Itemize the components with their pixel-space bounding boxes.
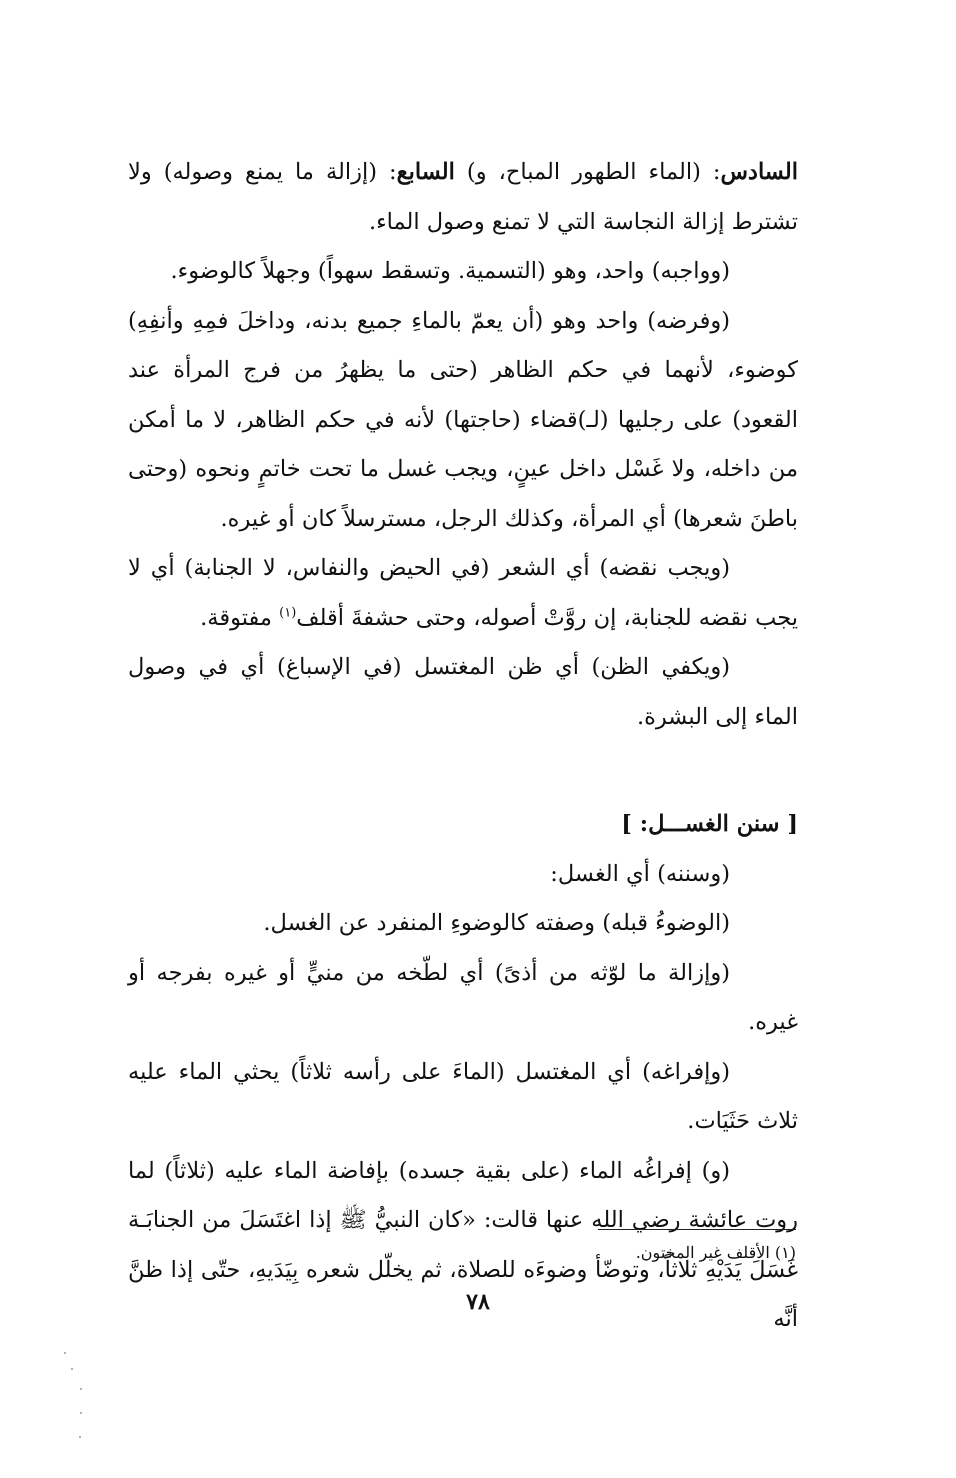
- scan-speck: [80, 1388, 82, 1390]
- paragraph-pouring-body: (و) إفراغُه الماء (على بقية جسده) بإفاضة الماء عليه (ثلاثاً) لما روت عائشة رضي الله عنها قالت: «كان النبيُّ ﷺ إذا اغتَسَلَ من الجنابَـة غَسَلَ يَدَيْهِ ثلاثاً، وتوضّأ وضوءَه للصلاة، ثم يخلّل شعره بِيَدَيهِ، حتّى إذا ظنَّ أنَّه: [128, 1157, 798, 1332]
- scan-speck: [79, 1436, 81, 1438]
- scan-speck: [64, 1352, 66, 1354]
- paragraph-text: : (الماء الطهور المباح، و): [454, 159, 721, 185]
- section-heading: [ سنن الغســـل: ]: [621, 811, 798, 837]
- label-seventh: السابع: [396, 159, 455, 185]
- paragraph-obligation: (وواجبه) واحد، وهو (التسمية. وتسقط سهواً) وجهلاً كالوضوء.: [170, 258, 730, 284]
- paragraph-sunnah-intro: (وسننه) أي الغسل:: [550, 860, 730, 887]
- paragraph-pouring-head: (وإفراغه) أي المغتسل (الماءَ على رأسه ثلاثاً) يحثي الماء عليه ثلاث حَثَيَات.: [128, 1058, 798, 1134]
- paragraph-removing-impurity: (وإزالة ما لوّثه من أذىً) أي لطّخه من منيٍّ أو غيره بفرجه أو غيره.: [128, 959, 798, 1035]
- footnote-reference: (١): [279, 605, 297, 620]
- paragraph-obligatory-act: (وفرضه) واحد وهو (أن يعمّ بالماءِ جميع بدنه، وداخلَ فمِهِ وأنفِهِ) كوضوء، لأنهما في حكم الظاهر (حتى ما يظهرُ من فرج المرأة عند القعود) على رجليها (لـ)قضاء (حاجتها) لأنه في حكم الظاهر، لا ما أمكن من داخله، ولا غَسْل داخل عينٍ، ويجب غسل ما تحت خاتمٍ ونحوه (وحتى باطنَ شعرها) أي المرأة، وكذلك الرجل، مسترسلاً كان أو غيره.: [128, 307, 798, 532]
- paragraph-conditions-6-7: [128, 148, 798, 247]
- paragraph-text: : (إزالة ما يمنع وصوله) ولا تشترط إزالة النجاسة التي لا تمنع وصول الماء.: [128, 159, 798, 235]
- paragraph-text: (ويجب نقضه) أي الشعر (في الحيض والنفاس، لا الجنابة) أي لا يجب نقضه للجنابة، إن روَّتْ أصوله، وحتى حشفةَ أقلف: [128, 555, 798, 631]
- footnote: (١) الأقلف غير المختون.: [635, 1243, 796, 1262]
- scan-speck: [71, 1368, 73, 1370]
- paragraph-sufficient-assumption: (ويكفي الظن) أي ظن المغتسل (في الإسباغ) أي في وصول الماء إلى البشرة.: [128, 654, 798, 730]
- scan-speck: [80, 1412, 82, 1414]
- paragraph-text: مفتوقة.: [200, 604, 280, 631]
- main-text: [128, 148, 798, 1345]
- paragraph-undoing-hair: [128, 544, 798, 643]
- label-sixth: السادس: [720, 159, 798, 185]
- page-number: ٧٨: [466, 1289, 490, 1315]
- paragraph-wudu-before: (الوضوءُ قبله) وصفته كالوضوءِ المنفرد عن الغسل.: [263, 910, 730, 936]
- footnote-divider: [598, 1229, 796, 1230]
